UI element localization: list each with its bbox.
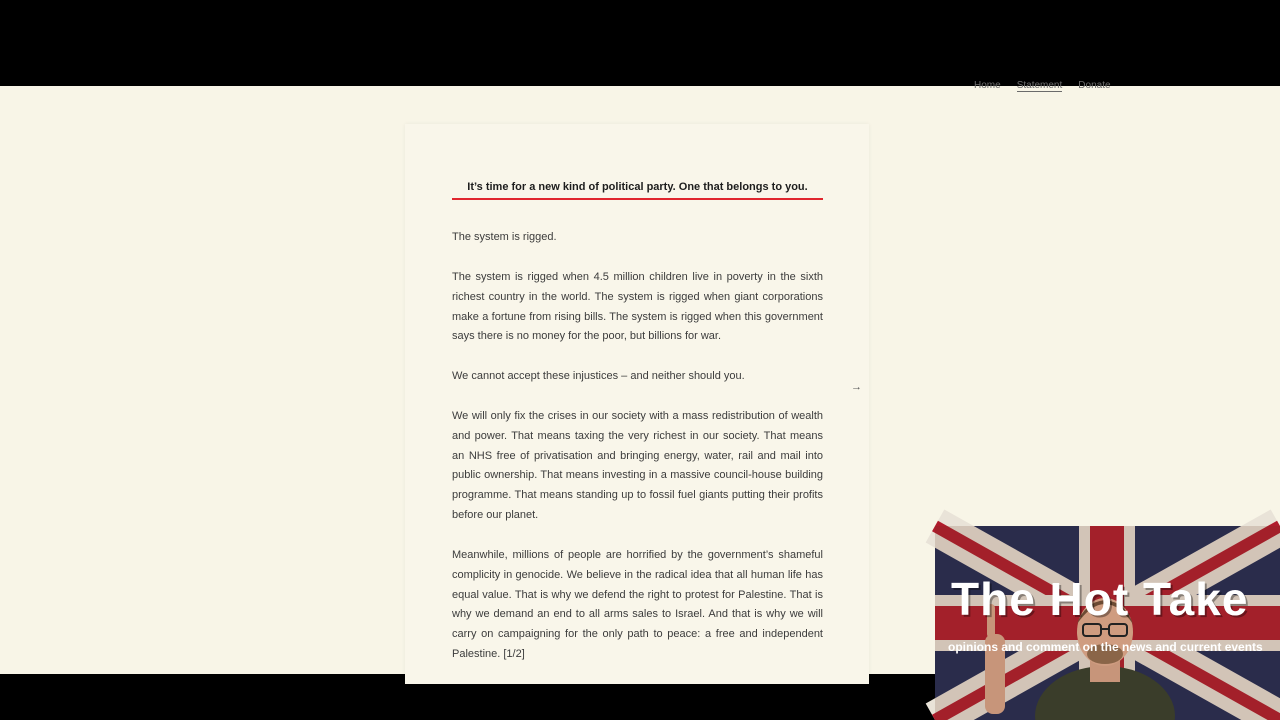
nav-home-link[interactable]: Home [974,80,1001,91]
webcam-overlay [935,526,1280,720]
nav-donate-link[interactable]: Donate [1078,80,1111,91]
statement-paragraph-3: We cannot accept these injustices – and neither should you. [452,370,745,382]
statement-paragraph-5: Meanwhile, millions of people are horrified by the government’s shameful complicity in genocide. We believe in the radical idea that all human life has equal value. That is why we defend the right to protest for Palestine. That is why we demand an end to all arms sales to Israel. And that is why we will carry on campaigning for the only path to peace: a free and independent Palestine. [1/2] [452,549,823,660]
nav-statement-link[interactable]: Statement [1016,80,1063,91]
statement-paragraph-1: The system is rigged. [452,231,557,243]
next-arrow-icon[interactable]: → [851,381,862,393]
show-title: The Hot Take [951,573,1249,625]
show-subtitle: opinions and comment on the news and current events [948,640,1263,654]
top-nav [974,80,1111,92]
statement-headline: It’s time for a new kind of political party. One that belongs to you. [452,181,823,200]
statement-paragraph-2: The system is rigged when 4.5 million children live in poverty in the sixth richest country in the world. The system is rigged when giant corporations make a fortune from rising bills. The system is rigged when this government says there is no money for the poor, but billions for war. [452,271,823,343]
statement-paragraph-4: We will only fix the crises in our society with a mass redistribution of wealth and power. That means taxing the very richest in our society. That means an NHS free of privatisation and bringing energy, water, rail and mail into public ownership. That means investing in a massive council-house building programme. That means standing up to fossil fuel giants putting their profits before our planet. [452,410,823,521]
statement-card [405,124,869,684]
